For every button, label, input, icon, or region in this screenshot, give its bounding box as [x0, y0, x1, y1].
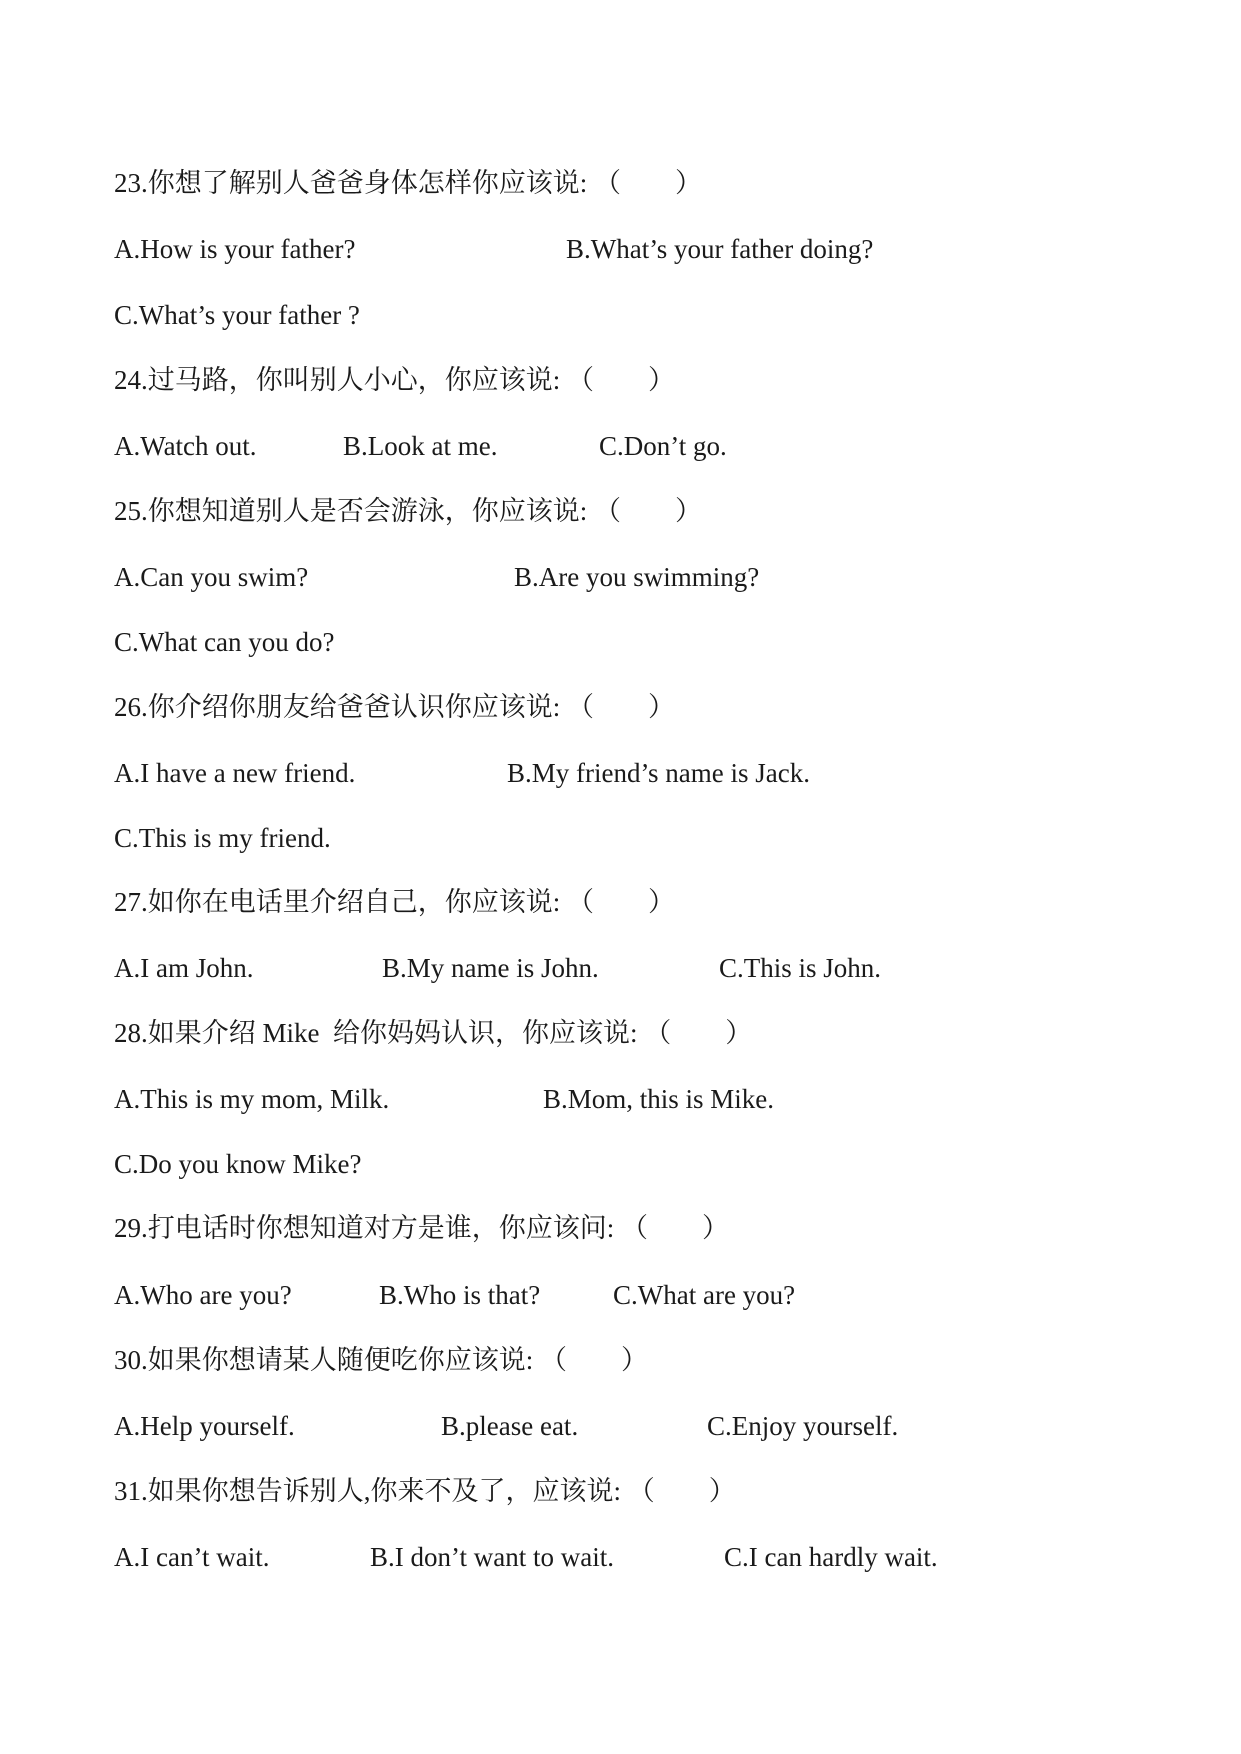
question-28: 28.如果介绍 Mike 给你妈妈认识，你应该说: （ ） — [114, 1018, 753, 1048]
question-24-option-c: C.Don’t go. — [599, 431, 727, 461]
question-26-option-a: A.I have a new friend. — [114, 758, 356, 788]
question-30: 30.如果你想请某人随便吃你应该说: （ ） — [114, 1345, 649, 1375]
question-27-option-c: C.This is John. — [719, 953, 882, 983]
question-23-option-c: C.What’s your father ? — [114, 300, 360, 330]
question-28-option-c: C.Do you know Mike? — [114, 1149, 362, 1179]
question-29: 29.打电话时你想知道对方是谁，你应该问: （ ） — [114, 1213, 730, 1243]
question-30-option-a: A.Help yourself. — [114, 1411, 295, 1441]
question-30-option-b: B.please eat. — [441, 1411, 579, 1441]
question-26-option-c: C.This is my friend. — [114, 823, 331, 853]
question-31-option-b: B.I don’t want to wait. — [370, 1542, 614, 1572]
question-25-option-a: A.Can you swim? — [114, 562, 309, 592]
question-29-option-b: B.Who is that? — [379, 1280, 541, 1310]
question-24-option-b: B.Look at me. — [343, 431, 498, 461]
question-29-option-c: C.What are you? — [613, 1280, 796, 1310]
question-27-option-a: A.I am John. — [114, 953, 254, 983]
question-26-option-b: B.My friend’s name is Jack. — [507, 758, 810, 788]
question-31-option-a: A.I can’t wait. — [114, 1542, 270, 1572]
question-31: 31.如果你想告诉别人,你来不及了，应该说: （ ） — [114, 1476, 736, 1506]
question-25: 25.你想知道别人是否会游泳，你应该说: （ ） — [114, 496, 703, 526]
question-30-option-c: C.Enjoy yourself. — [707, 1411, 899, 1441]
question-28-option-b: B.Mom, this is Mike. — [543, 1084, 775, 1114]
question-23: 23.你想了解别人爸爸身体怎样你应该说: （ ） — [114, 168, 703, 198]
question-25-option-b: B.Are you swimming? — [514, 562, 760, 592]
question-24: 24.过马路，你叫别人小心，你应该说: （ ） — [114, 365, 676, 395]
question-25-option-c: C.What can you do? — [114, 627, 335, 657]
question-23-option-b: B.What’s your father doing? — [566, 234, 874, 264]
question-24-option-a: A.Watch out. — [114, 431, 257, 461]
question-29-option-a: A.Who are you? — [114, 1280, 292, 1310]
question-27-option-b: B.My name is John. — [382, 953, 599, 983]
question-28-option-a: A.This is my mom, Milk. — [114, 1084, 390, 1114]
question-26: 26.你介绍你朋友给爸爸认识你应该说: （ ） — [114, 692, 676, 722]
question-31-option-c: C.I can hardly wait. — [724, 1542, 938, 1572]
question-27: 27.如你在电话里介绍自己，你应该说: （ ） — [114, 887, 676, 917]
question-23-option-a: A.How is your father? — [114, 234, 356, 264]
